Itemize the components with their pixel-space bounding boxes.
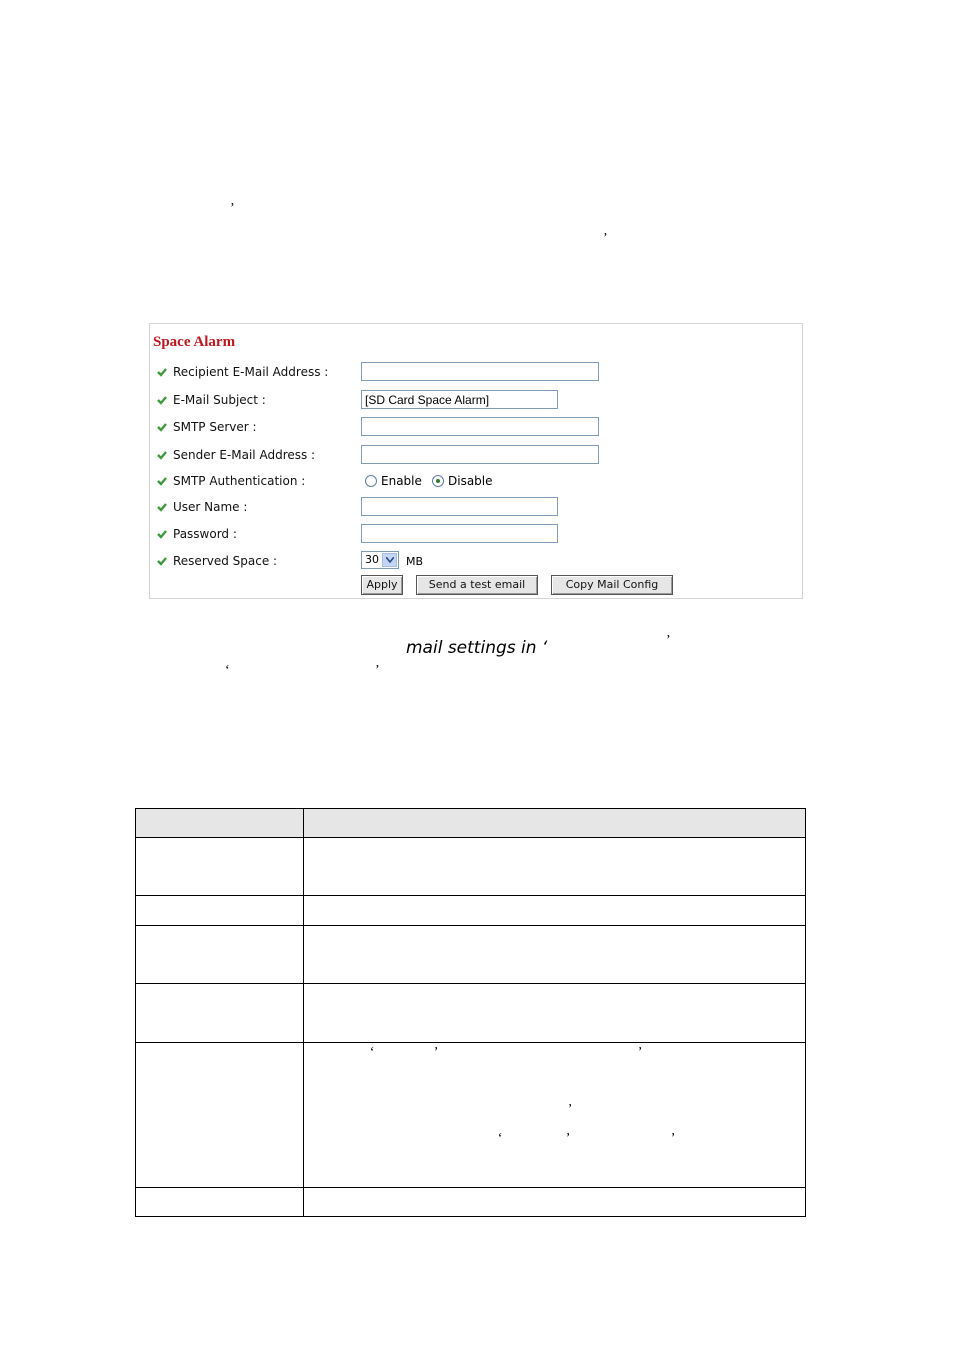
row-recipient [150,362,802,384]
quote-mark: ’ [603,231,608,246]
quote-mark: ’ [433,1045,439,1060]
table-cell [136,926,304,984]
quote-mark: ‘ [225,663,230,678]
smtp-server-label: SMTP Server : [173,420,257,434]
table-cell [136,896,304,926]
panel-title: Space Alarm [153,334,236,350]
reserved-space-value: 30 [365,553,379,566]
table-cell [303,896,805,926]
check-icon [157,476,167,486]
sender-email-input[interactable] [361,445,599,464]
quote-mark: ’ [567,1102,573,1117]
check-icon [157,529,167,539]
table-cell [136,1188,304,1217]
reserved-space-select[interactable] [361,551,399,569]
enable-label: Enable [381,474,422,488]
space-alarm-panel [149,323,803,599]
table-cell [303,926,805,984]
caption-text: mail settings in ‘ [406,638,548,658]
table-row [136,984,806,1043]
username-input[interactable] [361,497,558,516]
table-cell [136,1043,304,1188]
check-icon [157,395,167,405]
apply-button[interactable]: Apply [361,575,403,595]
check-icon [157,422,167,432]
table-cell [136,984,304,1043]
row-password [150,524,802,546]
row-reserved-space [150,551,802,573]
recipient-email-input[interactable] [361,362,599,381]
quote-mark: ’ [666,633,671,648]
quote-mark: ’ [565,1131,571,1146]
table-row [136,1188,806,1217]
copy-mail-config-button[interactable]: Copy Mail Config [551,575,673,595]
table-header-cell [303,809,805,838]
sender-label: Sender E-Mail Address : [173,448,316,462]
quote-mark: ’ [375,663,380,678]
radio-selected-dot [436,479,440,483]
check-icon [157,556,167,566]
table-row [136,896,806,926]
table-cell [303,1043,805,1188]
table-header-row [136,809,806,838]
reserved-space-unit: MB [406,555,424,568]
email-subject-input[interactable]: [SD Card Space Alarm] [361,390,558,409]
table-cell [303,984,805,1043]
table-row [136,1043,806,1188]
smtp-auth-label: SMTP Authentication : [173,474,306,488]
subject-label: E-Mail Subject : [173,393,266,407]
username-label: User Name : [173,500,248,514]
quote-mark: ’ [230,201,235,216]
chevron-down-icon[interactable] [382,553,397,567]
send-test-email-button[interactable]: Send a test email [416,575,538,595]
reserved-space-label: Reserved Space : [173,554,278,568]
check-icon [157,367,167,377]
table-row [136,926,806,984]
smtp-server-input[interactable] [361,417,599,436]
disable-radio[interactable] [432,475,444,487]
row-sender [150,445,802,467]
row-smtp-server [150,417,802,439]
row-subject [150,390,802,412]
password-label: Password : [173,527,237,541]
check-icon [157,502,167,512]
table-row [136,838,806,896]
smtp-auth-radio-group [365,475,525,489]
recipient-label: Recipient E-Mail Address : [173,365,329,379]
quote-mark: ‘ [369,1045,375,1060]
table-header-cell [136,809,304,838]
table-cell [303,838,805,896]
disable-label: Disable [448,474,493,488]
row-username [150,497,802,519]
check-icon [157,450,167,460]
quote-mark: ‘ [497,1131,503,1146]
quote-mark: ’ [670,1131,676,1146]
settings-table [135,808,806,1217]
row-smtp-auth [150,471,802,493]
table-cell [303,1188,805,1217]
enable-radio[interactable] [365,475,377,487]
password-input[interactable] [361,524,558,543]
quote-mark: ’ [637,1045,643,1060]
table-cell [136,838,304,896]
